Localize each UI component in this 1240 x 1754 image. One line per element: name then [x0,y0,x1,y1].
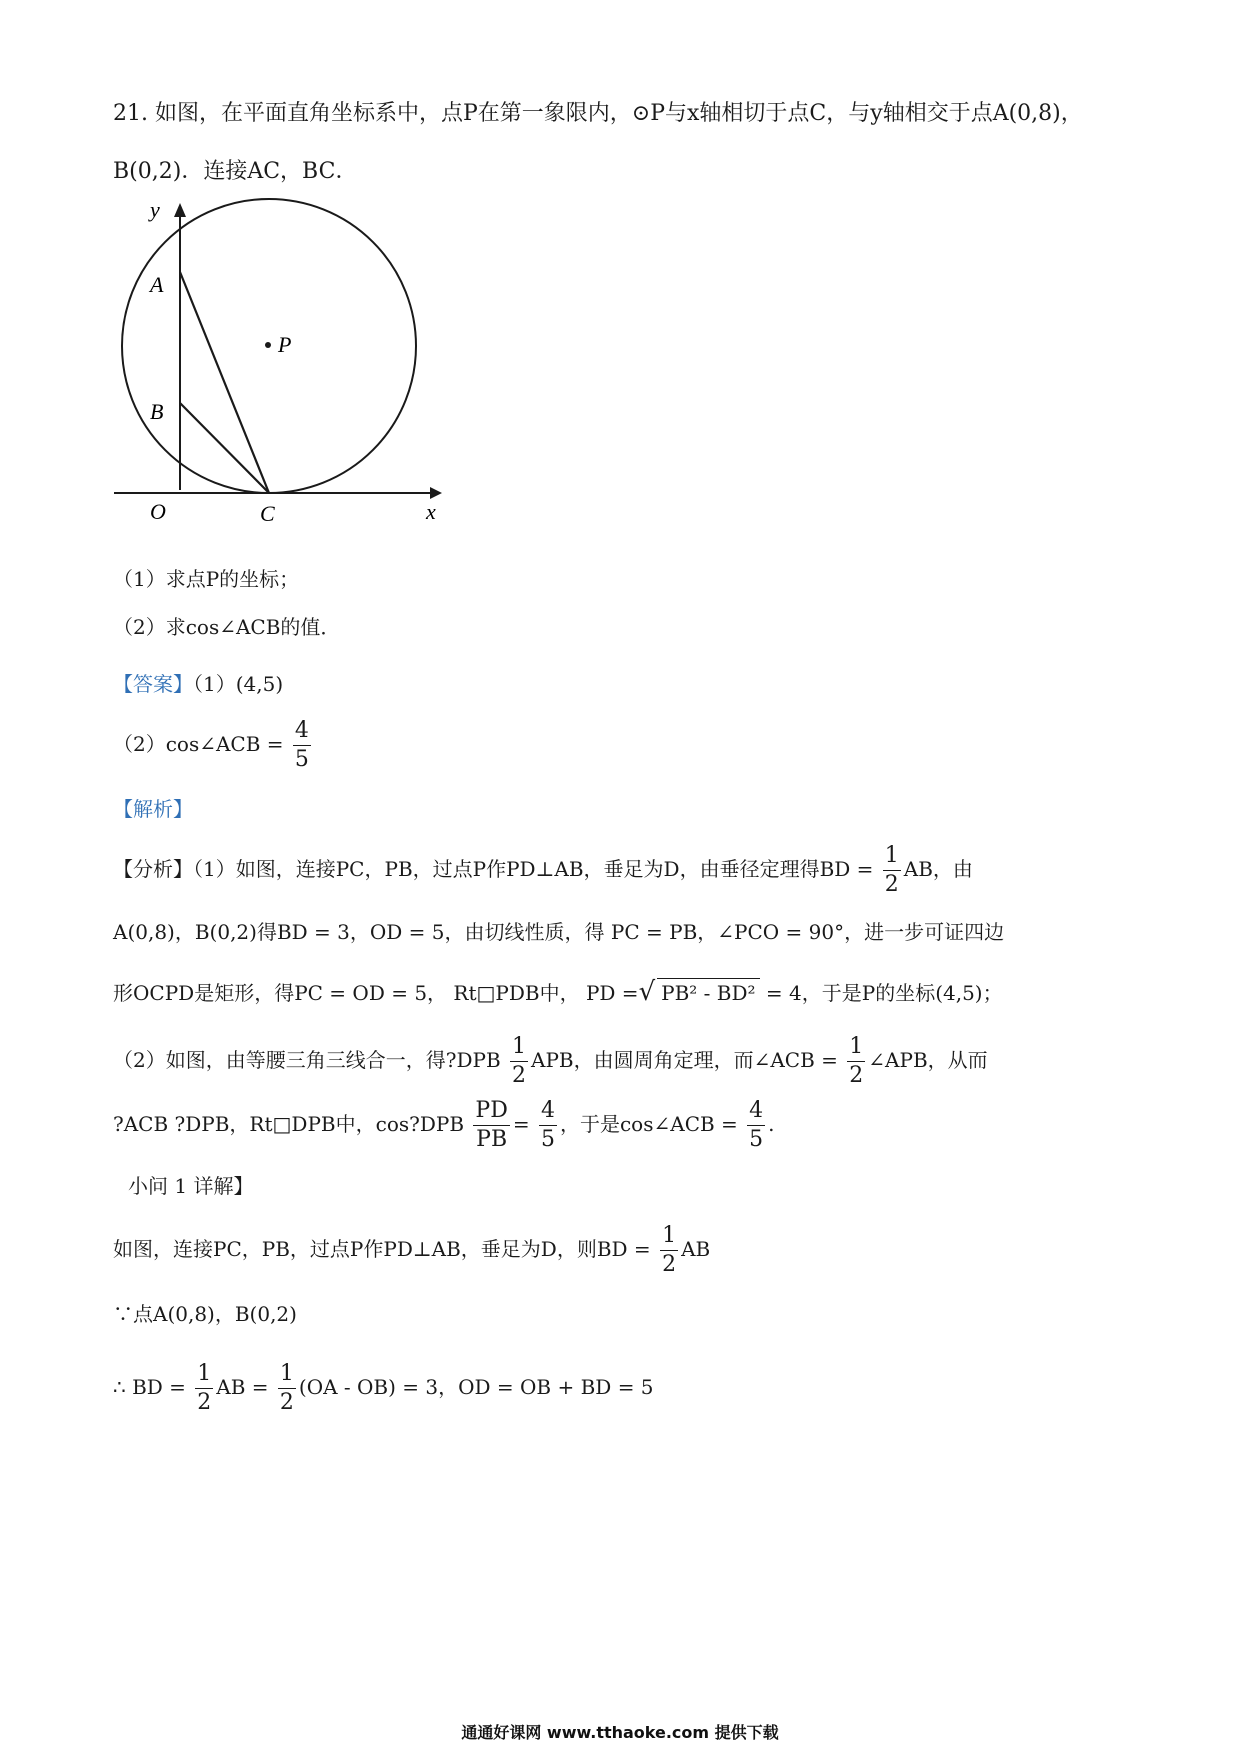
label-o: O [150,499,166,524]
label-y: y [150,197,160,222]
answer-2-fraction: $\frac{4}{5}$ [294,718,309,772]
label-a: A [150,272,164,297]
y-axis-arrow [174,203,186,217]
analysis-fraction-5: $\frac{4}{5}$ [540,1098,555,1152]
geometry-figure [100,195,450,545]
detail-tag: 小问 1 详解】 [128,1174,254,1198]
sub-question-2: （2）求cos∠ACB的值． [113,615,341,639]
answer-2-prefix: （2）cos∠ACB = [113,732,284,756]
x-axis-arrow [430,487,442,499]
page-footer: 通通好课网 www.tthaoke.com 提供下载 [461,1723,779,1742]
sub-question-1: （1）求点P的坐标； [113,567,300,591]
analysis-fraction-4: $\frac{PD}{PB}$ [475,1098,508,1152]
analysis-fraction-1: $\frac{1}{2}$ [884,843,899,897]
detail-line-2: ∵点A(0,8)，B(0,2) [113,1302,297,1326]
detail-fraction-2: $\frac{1}{2}$ [197,1361,212,1415]
detail-line-1: 如图，连接PC，PB，过点P作PD⊥AB，垂足为D，则BD = $\frac{1}{2}$ AB [113,1223,711,1277]
answer-tag: 【答案】 [113,672,193,696]
answer-1: （1）(4,5) [193,672,284,696]
sqrt-expression: PB² - BD² [657,978,759,1007]
segment-bc [180,403,269,493]
question-line-2: B(0,2)．连接AC，BC． [113,159,358,184]
detail-fraction-3: $\frac{1}{2}$ [279,1361,294,1415]
segment-ac [180,272,269,493]
analysis-fraction-3: $\frac{1}{2}$ [849,1034,864,1088]
answer-line-2 [113,720,314,771]
label-x: x [426,499,436,524]
label-c: C [260,501,275,526]
analysis-line-2: A(0,8)，B(0,2)得BD = 3，OD = 5，由切线性质，得 PC = PB，∠PCO = 90°，进一步可证四边 [113,920,1005,944]
analysis-line-1: 【分析】（1）如图，连接PC，PB，过点P作PD⊥AB，垂足为D，由垂径定理得BD = $\frac{1}{2}$ AB，由 [113,843,973,897]
center-p-dot [265,342,271,348]
analysis-line-3: 形OCPD是矩形，得PC = OD = 5， Rt□PDB中， PD =√ PB² - BD² = 4，于是P的坐标(4,5)； [113,977,1003,1007]
analysis-tag: 【解析】 [113,797,193,821]
label-b: B [150,399,164,424]
analysis-line-5: ?ACB ?DPB，Rt□DPB中，cos?DPB $\frac{PD}{PB}$ = $\frac{4}{5}$ ，于是cos∠ACB = $\frac{4}{5}$ . [113,1098,775,1152]
analysis-fraction-2: $\frac{1}{2}$ [512,1034,526,1088]
analysis-line-4: （2）如图，由等腰三角三线合一，得?DPB $\frac{1}{2}$ APB，由圆周角定理，而∠ACB = $\frac{1}{2}$ ∠APB，从而 [113,1034,988,1088]
detail-fraction-1: $\frac{1}{2}$ [662,1223,677,1277]
label-p: P [278,332,292,357]
analysis-fraction-6: $\frac{4}{5}$ [749,1098,764,1152]
question-line-1: 21. 如图，在平面直角坐标系中，点P在第一象限内，⊙P与x轴相切于点C，与y轴相交于点A(0,8)， [113,101,1083,126]
answer-line-1 [113,670,283,698]
detail-line-3: ∴ BD = $\frac{1}{2}$ AB = $\frac{1}{2}$ (OA - OB) = 3，OD = OB + BD = 5 [113,1361,654,1415]
